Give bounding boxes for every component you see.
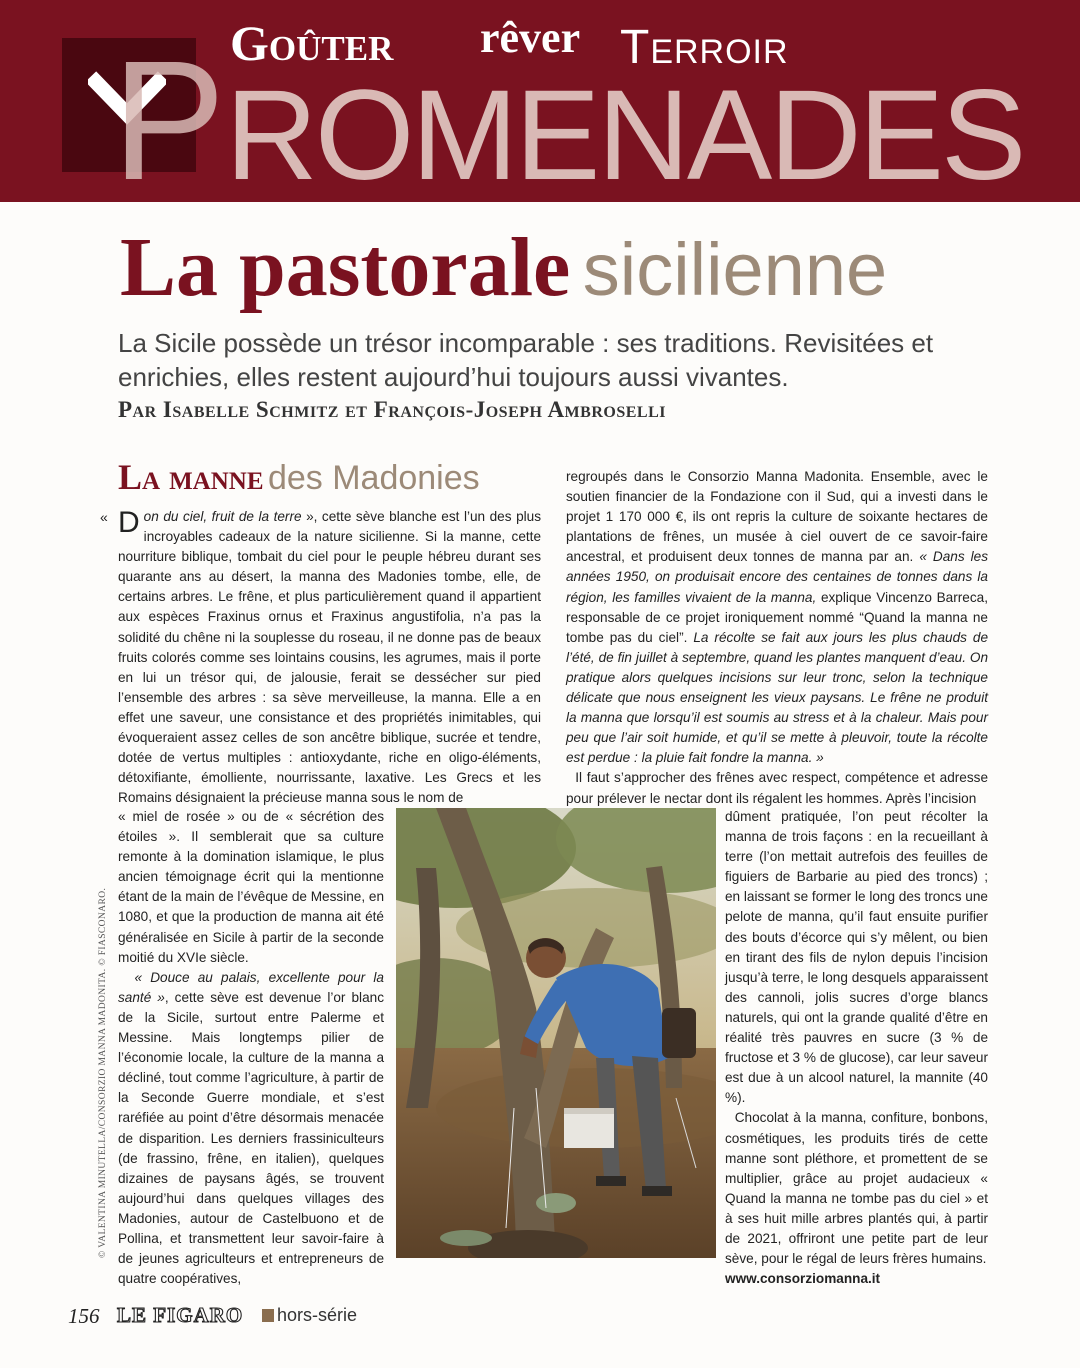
nav-gouter: Goûter: [230, 15, 394, 71]
article-deck: La Sicile possède un trésor incomparable : ses traditions. Revisitées et enrichies, elles restent aujourd’hui toujours aussi vivantes.: [118, 328, 934, 392]
body-text: , cette sève est devenue l’or blanc de la Sicile, surtout entre Palerme et Messine. Mais longtemps pilier de l’économie locale, la culture de la manna a décliné, tout comme l’agriculture, à partir de la Seconde Guerre mondiale, et s’est raréfiée au point d’être désormais menacée de disparition. Les derniers frassinicultеurs (de frassino, frêne, en italien), quelques dizaines de paysans âgés, se trouvent aujourd’hui dans quelques villages des Madonies, autour de Castelbuono et de Pollina, et transmettent leur savoir-faire à de jeunes agriculteurs et entrepreneurs de quatre coopératives,: [118, 989, 384, 1287]
body-paragraph: [566, 467, 988, 768]
body-paragraph: [118, 507, 541, 808]
body-text: Il faut s’approcher des frênes avec respect, compétence et adresse pour prélever le nectar dont ils régalent les hommes. Après l’incision: [566, 770, 989, 806]
section-heading: [118, 456, 480, 498]
article-title: [120, 222, 887, 314]
article-title-part-2: sicilienne: [582, 228, 888, 311]
article-byline: Par Isabelle Schmitz et François-Joseph Ambroselli: [118, 397, 666, 422]
body-text: », cette sève blanche est l’un des plus incroyables cadeaux de la nature sicilienne. Si la manne, cette nourriture biblique, tombait du ciel pour le peuple hébreu durant ses quarante ans au désert, la manna des Madonies tombe, elle, de certains arbres. Le frêne, et plus particulièrement quand il appartient aux espèces Fraxinus ornus et Fraxinus angustifolia, n’a pas la solidité du chêne ni la souplesse du roseau, il ne donne pas de beaux fruits colorés comme ses lointains cousins, les agrumes, mais il porte en lui un trésor qui, de jalousie, ferait se dessécher sur pied l’ensemble des arbres : sa sève merveilleuse, la manna. Elle a en effet une saveur, une consistance et des propriétés inimitables, qui évoqueraient assez celles de son ancêtre biblique, sucrée et tendre, dotée de vertus multiples : antioxydante, riche en oligo-éléments, détoxifiante, émolliente, nourrissante, laxative. Les Grecs et les Romains désignaient la précieuse manna sous le nom de: [118, 509, 541, 806]
body-column-2: [566, 467, 988, 809]
brand-logo: LE FIGARO: [117, 1303, 244, 1327]
brand-square: [262, 1309, 274, 1322]
article-title-part-1: La pastorale: [120, 221, 571, 314]
section-heading-part-2: des Madonies: [267, 459, 480, 497]
body-text: regroupés dans le Consorzio Manna Madonita. Ensemble, avec le soutien financier de la Fondazione con il Sud, qui a investi dans le projet 1 170 000 €, ils ont repris la culture de soixante hectares de plantations de frênes, un musée à ciel ouvert de ce savoir-faire ancestral, et produisent deux tonnes de manna par an.: [566, 469, 988, 565]
photo-manna-harvester: [396, 808, 716, 1258]
photo-credit: © VALENTINA MINUTELLA/CONSORZIO MANNA MADONITA. © FIASCONARO.: [98, 887, 108, 1258]
opening-quote-mark: «: [100, 509, 108, 525]
body-italic-lead: « Douce au palais, excellente pour la santé »: [118, 969, 384, 1005]
drop-cap: D: [118, 506, 140, 539]
body-paragraph: [566, 768, 988, 808]
body-paragraph: [118, 968, 384, 1290]
section-header-band: [0, 0, 1080, 202]
website-link[interactable]: www.consorziomanna.it: [725, 1271, 881, 1287]
body-text: explique Vincenzo Barreca, responsable de ce projet ironiquement nommé “Quand la manna ne tombe pas du ciel”.: [566, 589, 988, 645]
body-italic-lead: on du ciel, fruit de la terre: [143, 509, 302, 524]
body-paragraph: dûment pratiquée, l’on peut récolter la manna de trois façons : en la recueillant à terre (l’on mettait autrefois des feuilles de figuiers de Barbarie au pied des troncs) ; en laissant se former le long des troncs une pelote de manna, qu’il faut ensuite purifier des bouts d’écorce qui s’y mêlent, ou bien en tirant des fils de nylon depuis l’incision jusqu’à terre, le long desquels apparaissent des cannoli, jolis sucres d’orge blancs naturels, qui ont la grande qualité d’être en réalité très pauvres en sucre (3 % de fructose et 3 % de glucose), car leur saveur est due à un alcool naturel, la mannite (40 %).: [725, 809, 988, 1106]
page-number: 156: [68, 1304, 100, 1328]
quote-text: La récolte se fait aux jours les plus chauds de l’été, de fin juillet à septembre, quand les plantes manquent d’eau. On pratique alors quelques incisions sur leur tronc, selon la technique délicate que nous enseignent les vieux paysans. Le frêne ne produit la manna que lorsqu’il est soumis au stress et à la chaleur. Mais pour peu que l’air soit humide, et qu’il se mette à pleuvoir, toute la récolte est perdue : la pluie fait fondre la manna. »: [566, 629, 989, 766]
section-heading-part-1: La manne: [118, 457, 264, 497]
body-column-1-lower: [118, 807, 384, 1289]
body-column-2-lower: [725, 807, 988, 1289]
nav-terroir: Terroir: [620, 21, 789, 74]
quote-text: « Dans les années 1950, on produisait encore des centaines de tonnes dans la région, les familles vivaient de la manna,: [566, 549, 988, 605]
body-paragraph: « miel de rosée » ou de « sécrétion des étoiles ». Il semblerait que sa culture remonte à la domination islamique, le plus ancien témoignage écrit qui la mentionne étant de la main de l’évêque de Messine, en 1080, et que la production de manna ait été généralisée en Sicile à partir de la seconde moitié du XVIe siècle.: [118, 809, 385, 965]
body-text: Chocolat à la manna, confiture, bonbons, cosmétiques, les produits tirés de cette manne sont pléthore, et promettent de se multiplier, grâce au projet audacieux « Quand la manna ne tombe pas du ciel » et à ses huit mille arbres plantés qui, à partir de 2021, offriront une petite part de leur sève, pour le régal de leurs frères humains.: [725, 1110, 988, 1267]
nav-rever: rêver: [480, 13, 581, 62]
series-label: hors-série: [277, 1305, 358, 1325]
section-title: PROMENADES: [112, 26, 1024, 202]
body-paragraph: [725, 1108, 988, 1269]
body-column-1: [118, 507, 541, 808]
